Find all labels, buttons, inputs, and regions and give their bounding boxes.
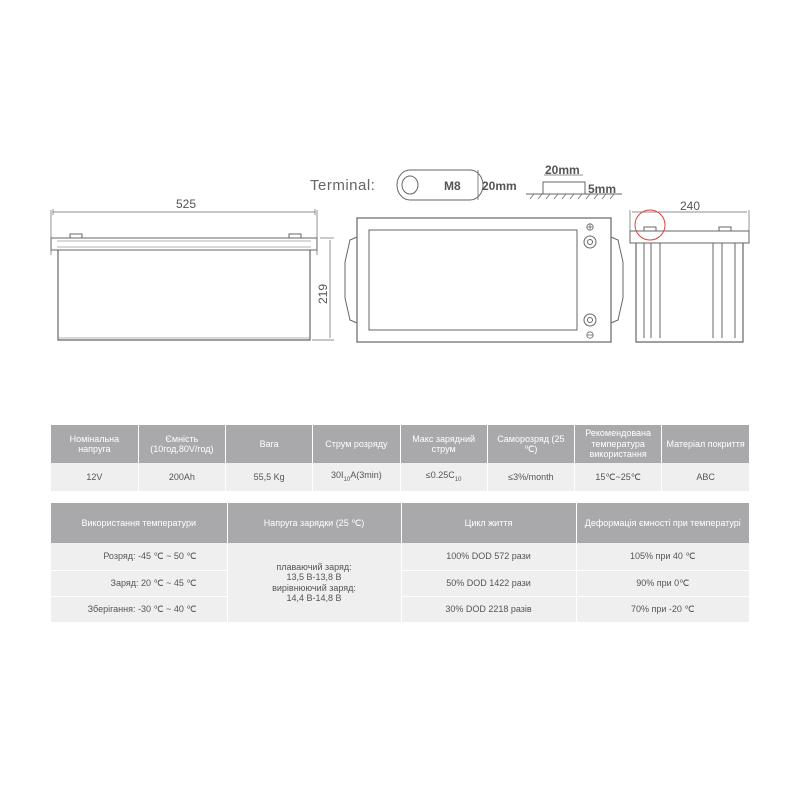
terminal-label: Terminal: bbox=[310, 177, 376, 194]
float-charge-label: плаваючий заряд: bbox=[276, 561, 352, 572]
front-view bbox=[51, 209, 334, 340]
value-capacity: 200Ah bbox=[138, 463, 225, 491]
header-cover-material: Матеріал покриття bbox=[662, 425, 749, 463]
discharge-sub: 10 bbox=[343, 476, 351, 483]
terminal-bolt-label: M8 bbox=[444, 179, 461, 193]
operating-table bbox=[51, 503, 749, 622]
length-dimension: 525 bbox=[176, 197, 197, 211]
charge-pre: ≤0.25C bbox=[425, 470, 455, 481]
header-weight: Вага bbox=[226, 425, 313, 463]
terminal-side-width-label: 20mm bbox=[545, 163, 580, 177]
charge-voltage-cell bbox=[227, 543, 401, 622]
equalize-charge-value: 14,4 В-14,8 В bbox=[286, 592, 342, 603]
side-view bbox=[630, 210, 749, 342]
header-nominal-voltage: Номінальна напруга bbox=[51, 425, 138, 463]
value-weight: 55,5 Kg bbox=[226, 463, 313, 491]
equalize-charge-label: вирівнюючий заряд: bbox=[272, 582, 356, 593]
terminal-side-height-label: 5mm bbox=[588, 182, 617, 196]
top-view bbox=[345, 218, 623, 342]
header-temperature-use: Використання температури bbox=[51, 503, 227, 543]
capacity-40: 105% при 40 ℃ bbox=[576, 543, 749, 570]
value-self-discharge: ≤3%/month bbox=[487, 463, 574, 491]
header-self-discharge: Саморозряд (25 ℃) bbox=[487, 425, 574, 463]
temp-discharge: Розряд: -45 ℃ ~ 50 ℃ bbox=[51, 543, 227, 570]
capacity-minus20: 70% при -20 ℃ bbox=[576, 596, 749, 622]
charge-sub: 10 bbox=[454, 476, 462, 483]
cycle-50: 50% DOD 1422 рази bbox=[401, 570, 576, 596]
width-dimension: 240 bbox=[680, 199, 701, 213]
value-discharge-current bbox=[313, 463, 400, 491]
discharge-post: A(3min) bbox=[350, 470, 382, 481]
specs-table bbox=[51, 425, 749, 491]
discharge-pre: 30I bbox=[331, 470, 344, 481]
terminal-top-view bbox=[397, 170, 483, 200]
height-dimension: 219 bbox=[316, 283, 330, 304]
header-charge-voltage: Напруга зарядки (25 ℃) bbox=[227, 503, 401, 543]
capacity-0: 90% при 0℃ bbox=[576, 570, 749, 596]
value-material: ABC bbox=[662, 463, 749, 491]
header-cycle-life: Цикл життя bbox=[401, 503, 576, 543]
header-capacity: Ємність (10год,80V/год) bbox=[138, 425, 225, 463]
temp-charge: Заряд: 20 ℃ ~ 45 ℃ bbox=[51, 570, 227, 596]
header-recommended-temperature: Рекомендована температура використання bbox=[575, 425, 662, 463]
header-max-charge-current: Макс зарядний струм bbox=[400, 425, 487, 463]
header-capacity-deformation: Деформація ємності при температурі bbox=[576, 503, 749, 543]
float-charge-value: 13,5 В-13,8 В bbox=[286, 572, 342, 583]
value-voltage: 12V bbox=[51, 463, 138, 491]
cycle-30: 30% DOD 2218 разів bbox=[401, 596, 576, 622]
header-discharge-current: Струм розряду bbox=[313, 425, 400, 463]
value-max-charge-current bbox=[400, 463, 487, 491]
temp-storage: Зберігання: -30 ℃ ~ 40 ℃ bbox=[51, 596, 227, 622]
cycle-100: 100% DOD 572 рази bbox=[401, 543, 576, 570]
terminal-dim-label: 20mm bbox=[482, 179, 517, 193]
value-temperature: 15℃~25℃ bbox=[575, 463, 662, 491]
